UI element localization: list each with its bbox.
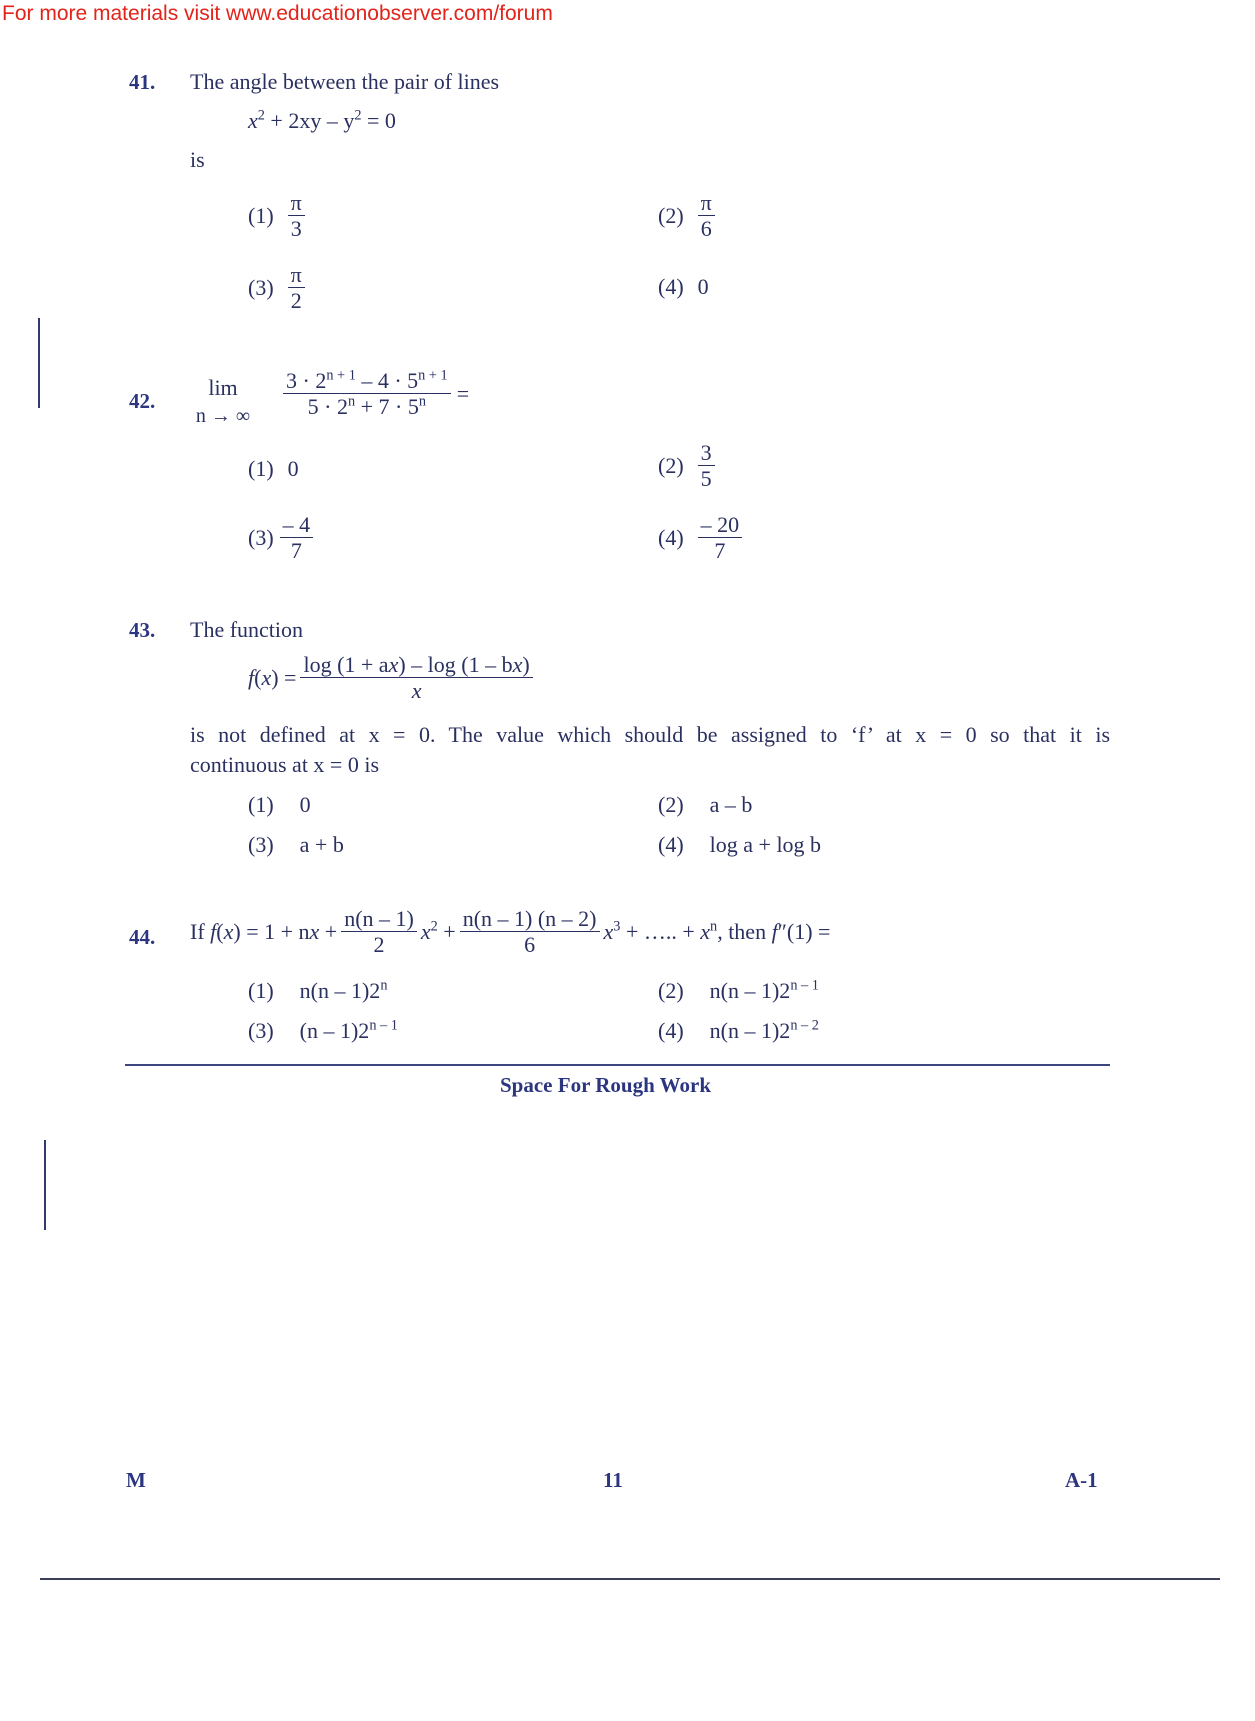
- question-tail: is: [190, 147, 205, 172]
- option-label: (3): [248, 274, 274, 300]
- page-bottom-edge: [40, 1578, 1220, 1580]
- option-fraction: $\frac{- 4}{7}$: [280, 512, 314, 564]
- question-number: 42.: [129, 389, 156, 413]
- option-1[interactable]: [248, 456, 299, 482]
- question-number: 44.: [129, 925, 156, 949]
- option-4[interactable]: [658, 512, 742, 564]
- option-label: (2): [658, 202, 684, 228]
- option-label: (1): [248, 202, 274, 228]
- option-4[interactable]: [658, 832, 821, 858]
- limit-label: lim n → ∞: [195, 375, 251, 427]
- option-value: a – b: [709, 792, 753, 817]
- option-value: log a + log b: [709, 832, 822, 857]
- option-label: (3): [248, 1018, 274, 1043]
- option-fraction: $\frac{\pi}{2}$: [288, 262, 305, 314]
- option-label: (2): [658, 978, 684, 1003]
- option-label: (2): [658, 452, 684, 478]
- option-label: (1): [248, 978, 274, 1003]
- option-value: 0: [697, 274, 709, 299]
- option-2[interactable]: [658, 792, 752, 818]
- option-fraction: $\frac{\pi}{6}$: [698, 190, 715, 242]
- option-2[interactable]: [658, 978, 819, 1004]
- question-number: 41.: [129, 70, 156, 94]
- rough-work-label: Space For Rough Work: [500, 1073, 712, 1097]
- option-fraction: $\frac{\pi}{3}$: [288, 190, 305, 242]
- option-value: n(n – 1)2$^{n - 2}$: [709, 1017, 819, 1043]
- function-definition: f(x) = $\frac{\log (1 + ax) - \log (1 - bx)}{x}$: [248, 652, 533, 704]
- footer-right: A-1: [1065, 1468, 1098, 1492]
- option-label: (3): [248, 832, 274, 857]
- option-4[interactable]: [658, 1018, 819, 1044]
- watermark-link[interactable]: For more materials visit www.educationobserver.com/forum: [2, 2, 553, 25]
- option-3[interactable]: [248, 512, 313, 564]
- option-4[interactable]: [658, 274, 709, 300]
- option-value: 0: [287, 456, 299, 481]
- question-number: 43.: [129, 618, 156, 642]
- option-label: (4): [658, 832, 684, 857]
- option-3[interactable]: [248, 832, 344, 858]
- binding-edge-mark: [44, 1140, 46, 1230]
- option-label: (1): [248, 792, 274, 817]
- question-expression: If f(x) = 1 + nx + $\frac{n(n - 1)}{2}$ $x^2$ + $\frac{n(n - 1) (n - 2)}{6}$ $x^3$ + ….. + $x^n$, then f″(1) =: [190, 906, 831, 958]
- option-2[interactable]: [658, 440, 715, 492]
- limit-expression: $\frac{3 \cdot 2^{n + 1} - 4 \cdot 5^{n + 1}}{5 \cdot 2^n + 7 \cdot 5^n}$ =: [283, 368, 469, 420]
- footer-left: M: [126, 1468, 146, 1492]
- option-3[interactable]: [248, 262, 305, 314]
- option-2[interactable]: [658, 190, 715, 242]
- question-stem: The angle between the pair of lines: [190, 69, 500, 94]
- option-label: (3): [248, 524, 274, 550]
- option-value: n(n – 1)2$^{n - 1}$: [709, 977, 819, 1003]
- question-body-line: is not defined at x = 0. The value which should be assigned to ‘f’ at x = 0 so that it is: [190, 722, 1110, 747]
- option-1[interactable]: [248, 190, 305, 242]
- option-value: n(n – 1)2$^n$: [299, 977, 388, 1003]
- option-label: (4): [658, 524, 684, 550]
- option-label: (2): [658, 792, 684, 817]
- question-body-line: continuous at x = 0 is: [190, 752, 380, 777]
- option-value: 0: [299, 792, 311, 817]
- option-label: (1): [248, 456, 274, 481]
- binding-edge-mark: [38, 318, 40, 408]
- option-1[interactable]: [248, 978, 387, 1004]
- option-label: (4): [658, 274, 684, 299]
- option-1[interactable]: [248, 792, 311, 818]
- option-fraction: $\frac{3}{5}$: [698, 440, 715, 492]
- option-value: (n – 1)2$^{n - 1}$: [299, 1017, 398, 1043]
- option-fraction: $\frac{- 20}{7}$: [698, 512, 743, 564]
- option-3[interactable]: [248, 1018, 398, 1044]
- rough-work-divider: [125, 1064, 1110, 1066]
- option-label: (4): [658, 1018, 684, 1043]
- option-value: a + b: [299, 832, 344, 857]
- page-number: 11: [603, 1468, 623, 1492]
- question-stem: The function: [190, 617, 304, 642]
- question-equation: $x^2 + 2xy - y^2 = 0$: [248, 107, 396, 133]
